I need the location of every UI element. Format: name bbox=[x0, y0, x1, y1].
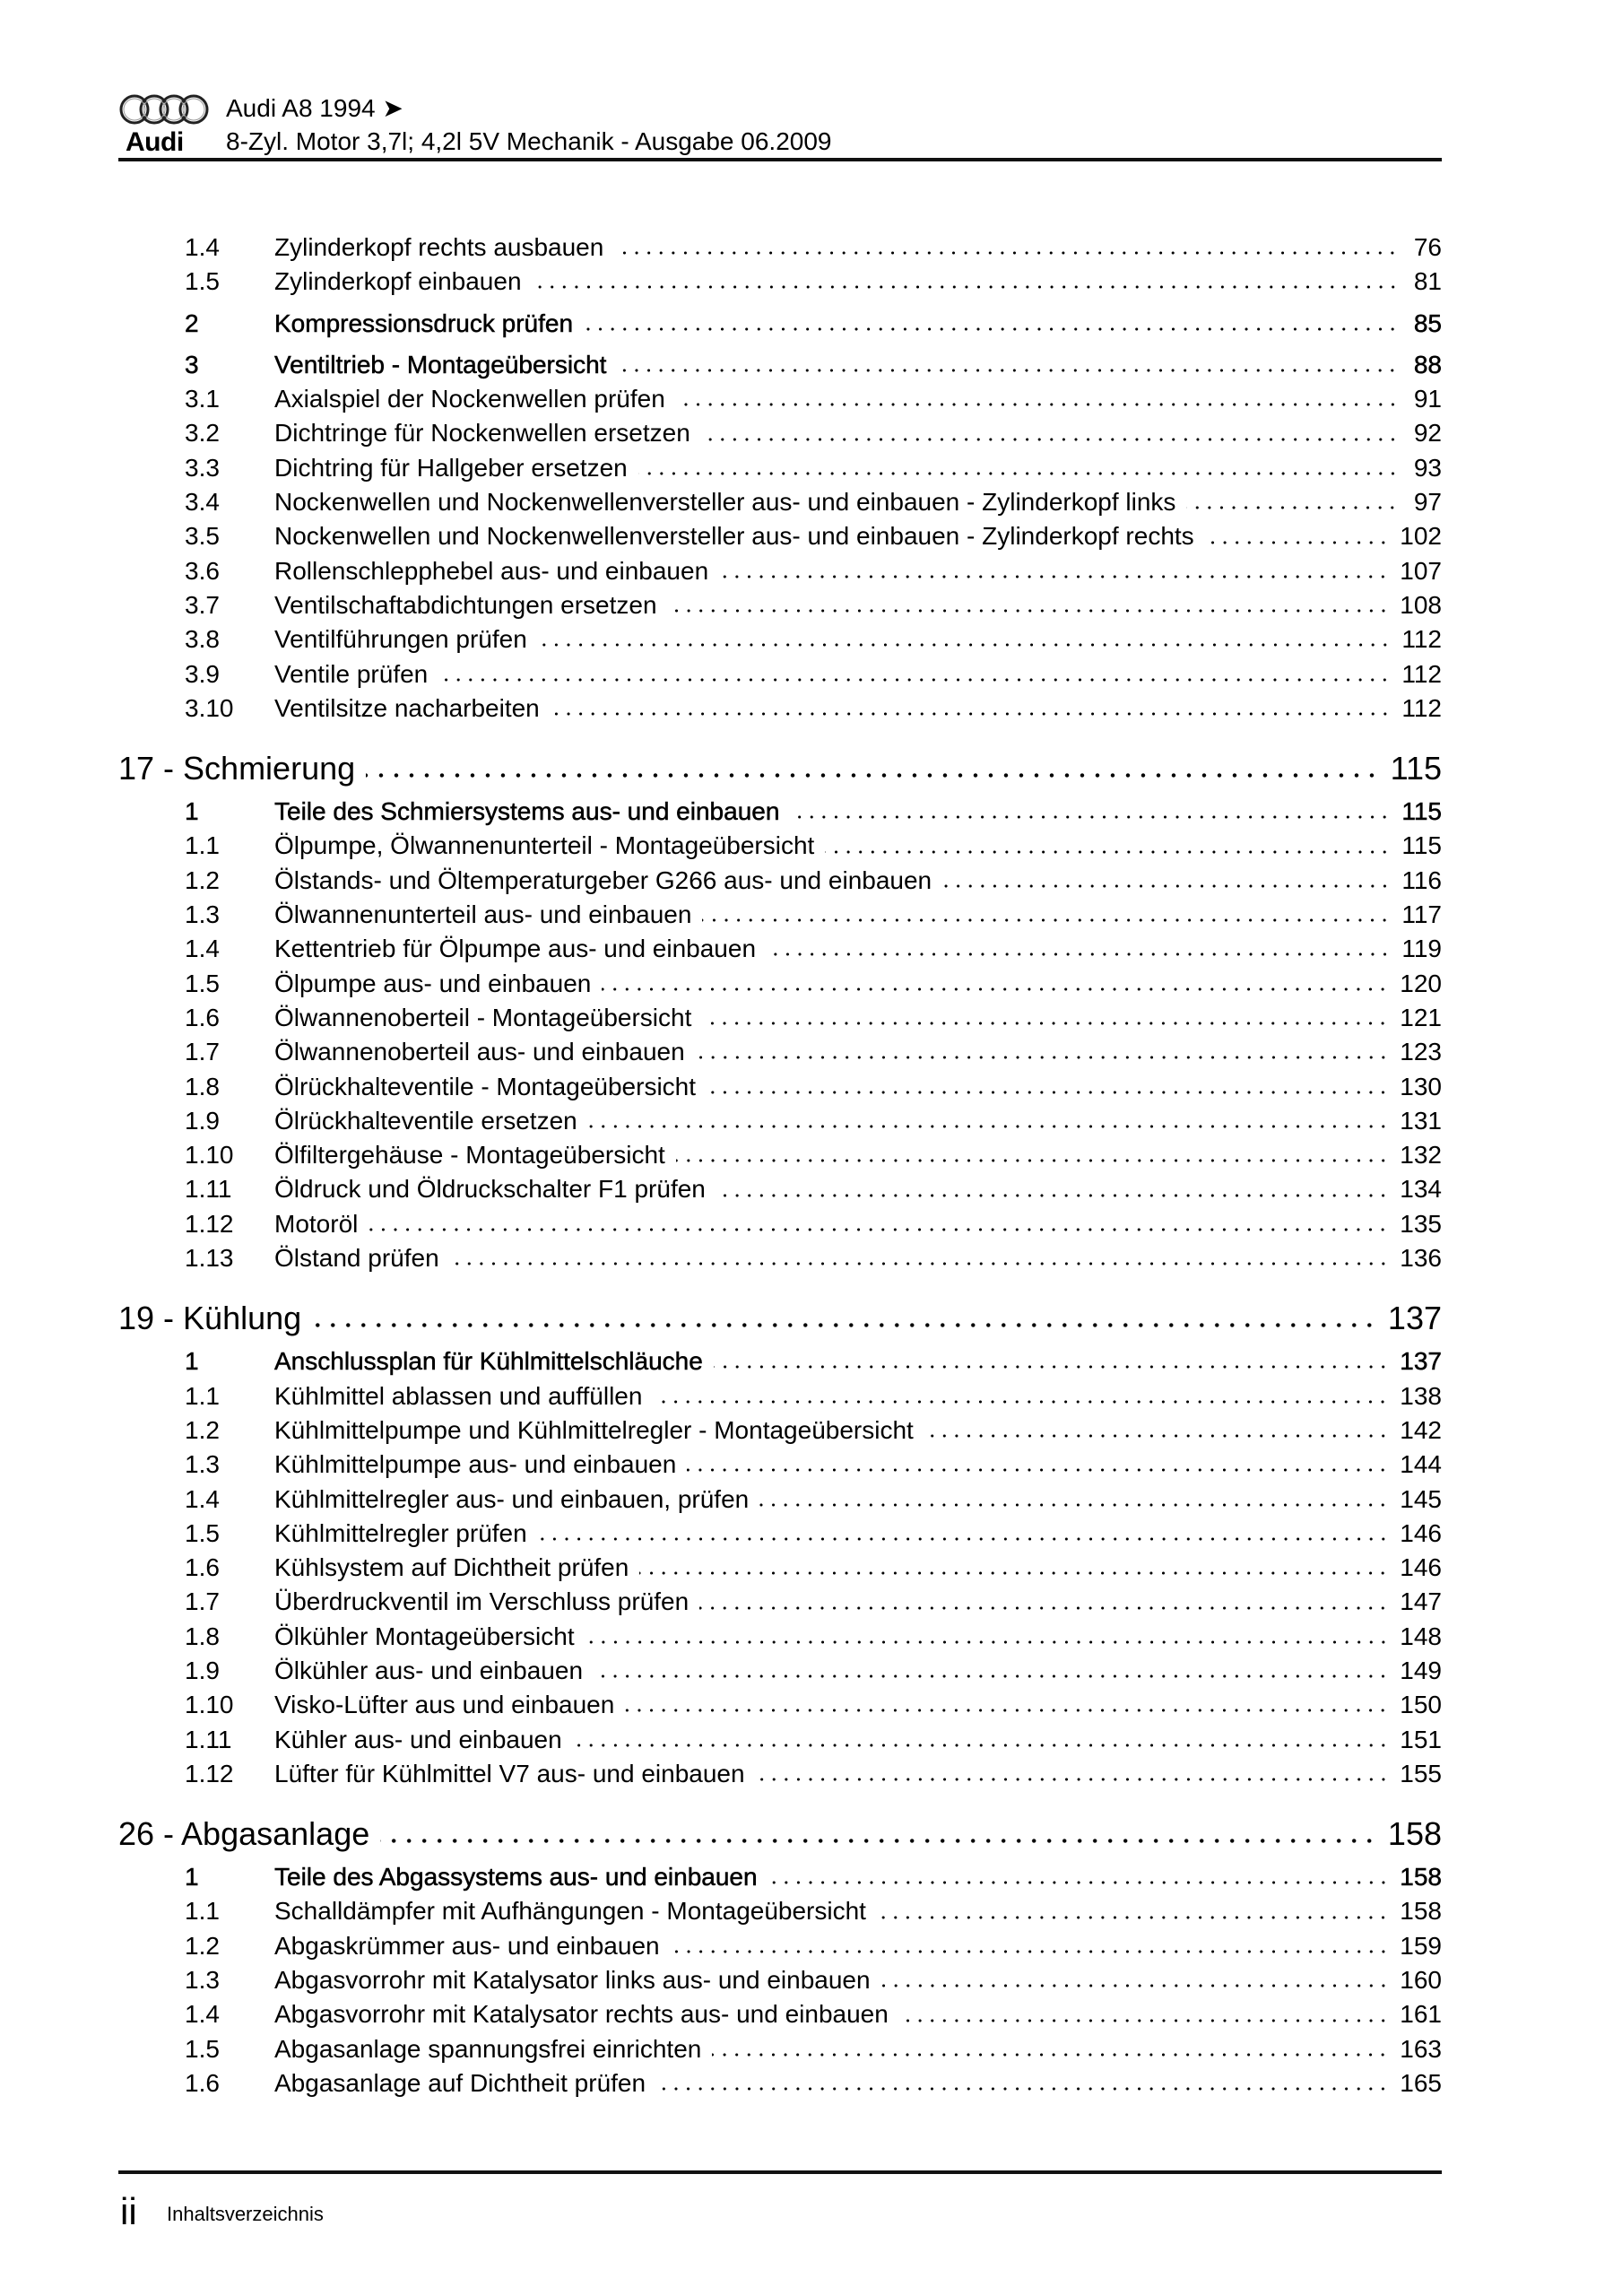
toc-entry-title: Abgasvorrohr mit Katalysator links aus- und einbauen bbox=[274, 1966, 871, 1995]
toc-entry-page: 146 bbox=[1400, 1518, 1442, 1547]
toc-entry[interactable] bbox=[118, 1894, 1442, 1928]
toc-entry[interactable] bbox=[118, 1929, 1442, 1963]
toc-entry[interactable] bbox=[118, 1379, 1442, 1413]
page-number: ii bbox=[120, 2190, 137, 2232]
dot-leader bbox=[625, 1709, 1389, 1712]
toc-entry-page: 112 bbox=[1401, 625, 1442, 654]
toc-entry-page: 160 bbox=[1400, 1966, 1442, 1995]
toc-entry[interactable] bbox=[118, 1483, 1442, 1517]
toc-entry-page: 88 bbox=[1413, 350, 1442, 378]
toc-entry-number: 3.6 bbox=[185, 556, 220, 585]
toc-entry-title: Dichtring für Hallgeber ersetzen bbox=[274, 453, 628, 482]
dot-leader bbox=[312, 1323, 1377, 1327]
toc-entry-title: Rollenschlepphebel aus- und einbauen bbox=[274, 556, 709, 585]
toc-entry-number: 1 bbox=[185, 1347, 199, 1376]
toc-entry-title: Kühlmittelregler prüfen bbox=[274, 1518, 527, 1547]
dot-leader bbox=[1186, 506, 1399, 509]
dot-leader bbox=[687, 1468, 1389, 1472]
footer-divider bbox=[118, 2170, 1442, 2174]
toc-entry-title: Abgasanlage spannungsfrei einrichten bbox=[274, 2034, 702, 2063]
toc-entry-page: 115 bbox=[1401, 831, 1442, 860]
toc-entry-title: Ventiltrieb - Montageübersicht bbox=[274, 350, 607, 378]
toc-entry[interactable] bbox=[118, 864, 1442, 898]
toc-entry-page: 115 bbox=[1401, 797, 1442, 826]
toc-entry-page: 115 bbox=[1390, 750, 1442, 787]
dot-leader bbox=[588, 1125, 1390, 1128]
toc-entry-number: 3.4 bbox=[185, 488, 220, 517]
toc-entry-page: 134 bbox=[1400, 1175, 1442, 1204]
audi-rings-logo bbox=[118, 93, 212, 130]
toc-entry-number: 3.5 bbox=[185, 522, 220, 551]
dot-leader bbox=[699, 1606, 1389, 1610]
toc-entry-title: Ventile prüfen bbox=[274, 659, 429, 688]
toc-entry-number: 3 bbox=[185, 350, 199, 378]
toc-entry-title: Axialspiel der Nockenwellen prüfen bbox=[274, 385, 665, 413]
toc-entry-number: 1.8 bbox=[185, 1622, 220, 1650]
dot-leader bbox=[584, 327, 1399, 331]
toc-entry-page: 163 bbox=[1400, 2034, 1442, 2063]
toc-entry[interactable] bbox=[118, 588, 1442, 622]
toc-entry-page: 112 bbox=[1401, 693, 1442, 722]
toc-entry-page: 155 bbox=[1400, 1759, 1442, 1787]
dot-leader bbox=[719, 575, 1389, 578]
toc-entry-number: 1.4 bbox=[185, 1484, 220, 1513]
toc-entry-page: 93 bbox=[1413, 453, 1442, 482]
toc-entry-number: 1.7 bbox=[185, 1038, 220, 1066]
dot-leader bbox=[639, 1571, 1389, 1575]
toc-entry-page: 81 bbox=[1413, 267, 1442, 296]
toc-entry-number: 1.5 bbox=[185, 969, 220, 997]
toc-entry[interactable] bbox=[118, 554, 1442, 588]
toc-entry-title: Ölpumpe aus- und einbauen bbox=[274, 969, 592, 997]
dot-leader bbox=[756, 1778, 1390, 1781]
dot-leader bbox=[714, 1365, 1389, 1369]
dot-leader bbox=[1205, 541, 1390, 544]
toc-entry-page: 161 bbox=[1400, 2000, 1442, 2029]
toc-entry-number: 1.1 bbox=[185, 831, 220, 860]
toc-entry-title: Überdruckventil im Verschluss prüfen bbox=[274, 1587, 690, 1616]
table-of-contents bbox=[118, 230, 1442, 2100]
toc-entry-number: 1.3 bbox=[185, 1966, 220, 1995]
toc-entry-page: 76 bbox=[1413, 233, 1442, 261]
toc-entry[interactable] bbox=[118, 1035, 1442, 1069]
toc-entry-title: Ölkühler Montageübersicht bbox=[274, 1622, 575, 1650]
toc-entry-title: Kettentrieb für Ölpumpe aus- und einbauen bbox=[274, 935, 757, 963]
dot-leader bbox=[702, 1022, 1389, 1025]
toc-entry-page: 136 bbox=[1400, 1244, 1442, 1273]
dot-leader bbox=[617, 369, 1399, 372]
toc-entry-number: 3.2 bbox=[185, 419, 220, 448]
document-model: Audi A8 1994 ➤ bbox=[226, 94, 403, 122]
toc-entry-title: Ölwannenoberteil aus- und einbauen bbox=[274, 1038, 685, 1066]
dot-leader bbox=[366, 773, 1379, 778]
toc-entry-page: 150 bbox=[1400, 1691, 1442, 1719]
dot-leader bbox=[701, 438, 1399, 441]
toc-entry[interactable] bbox=[118, 932, 1442, 966]
toc-entry[interactable] bbox=[118, 795, 1442, 829]
toc-entry-page: 91 bbox=[1413, 385, 1442, 413]
dot-leader bbox=[551, 712, 1392, 716]
dot-leader bbox=[671, 1950, 1390, 1953]
dot-leader bbox=[614, 251, 1399, 255]
toc-entry-page: 138 bbox=[1400, 1381, 1442, 1410]
dot-leader bbox=[638, 472, 1399, 475]
toc-entry-title: Kühlmittelregler aus- und einbauen, prüfen bbox=[274, 1484, 750, 1513]
toc-entry-page: 130 bbox=[1400, 1072, 1442, 1100]
dot-leader bbox=[369, 1228, 1389, 1231]
toc-entry-title: Abgaskrümmer aus- und einbauen bbox=[274, 1931, 660, 1960]
toc-entry-number: 1.4 bbox=[185, 935, 220, 963]
toc-entry[interactable] bbox=[118, 1860, 1442, 1894]
toc-entry-number: 1.10 bbox=[185, 1141, 234, 1170]
dot-leader bbox=[924, 1434, 1389, 1438]
toc-entry-number: 3.8 bbox=[185, 625, 220, 654]
toc-entry-title: Ölkühler aus- und einbauen bbox=[274, 1656, 584, 1684]
toc-entry-number: 1.3 bbox=[185, 900, 220, 929]
toc-entry-number: 3.3 bbox=[185, 453, 220, 482]
toc-entry[interactable] bbox=[118, 1963, 1442, 1997]
toc-entry-title: Zylinderkopf einbauen bbox=[274, 267, 522, 296]
dot-leader bbox=[759, 1503, 1389, 1507]
toc-entry[interactable] bbox=[118, 1207, 1442, 1241]
toc-entry-number: 1.6 bbox=[185, 1553, 220, 1582]
toc-entry-number: 2 bbox=[185, 309, 199, 337]
toc-entry-title: 19 - Kühlung bbox=[118, 1300, 302, 1337]
dot-leader bbox=[825, 850, 1391, 854]
toc-entry-page: 146 bbox=[1400, 1553, 1442, 1582]
toc-entry-page: 108 bbox=[1400, 590, 1442, 619]
toc-entry-title: Ölwannenunterteil aus- und einbauen bbox=[274, 900, 692, 929]
toc-entry[interactable] bbox=[118, 1757, 1442, 1791]
toc-entry-page: 132 bbox=[1400, 1141, 1442, 1170]
toc-entry-title: Ventilführungen prüfen bbox=[274, 625, 527, 654]
toc-entry[interactable] bbox=[118, 1654, 1442, 1688]
toc-entry-title: Kühlmittelpumpe und Kühlmittelregler - Montageübersicht bbox=[274, 1415, 914, 1444]
toc-entry-number: 1.12 bbox=[185, 1759, 234, 1787]
footer-section-label: Inhaltsverzeichnis bbox=[167, 2203, 324, 2225]
toc-entry-number: 3.9 bbox=[185, 659, 220, 688]
toc-entry-number: 1.5 bbox=[185, 267, 220, 296]
dot-leader bbox=[602, 987, 1389, 991]
toc-entry-title: Dichtringe für Nockenwellen ersetzen bbox=[274, 419, 690, 448]
toc-entry[interactable] bbox=[118, 485, 1442, 519]
dot-leader bbox=[653, 1400, 1389, 1404]
toc-entry-number: 1.4 bbox=[185, 2000, 220, 2029]
toc-entry-title: 17 - Schmierung bbox=[118, 750, 356, 787]
toc-entry-number: 1.12 bbox=[185, 1209, 234, 1238]
toc-entry-title: Zylinderkopf rechts ausbauen bbox=[274, 233, 604, 261]
toc-entry-number: 1.1 bbox=[185, 1897, 220, 1926]
toc-entry-number: 1.8 bbox=[185, 1072, 220, 1100]
toc-entry[interactable] bbox=[118, 1241, 1442, 1275]
toc-entry-page: 151 bbox=[1400, 1725, 1442, 1753]
toc-entry-title: Öldruck und Öldruckschalter F1 prüfen bbox=[274, 1175, 706, 1204]
toc-entry-title: Ventilsitze nacharbeiten bbox=[274, 693, 540, 722]
toc-entry-title: Ölfiltergehäuse - Montageübersicht bbox=[274, 1141, 665, 1170]
toc-entry-page: 148 bbox=[1400, 1622, 1442, 1650]
toc-entry[interactable] bbox=[118, 2032, 1442, 2066]
toc-entry[interactable] bbox=[118, 1997, 1442, 2031]
toc-entry[interactable] bbox=[118, 451, 1442, 485]
toc-entry-page: 117 bbox=[1401, 900, 1442, 929]
toc-entry-number: 3.10 bbox=[185, 693, 234, 722]
toc-entry-page: 116 bbox=[1401, 865, 1442, 894]
toc-entry[interactable] bbox=[118, 416, 1442, 450]
dot-leader bbox=[533, 285, 1399, 289]
toc-entry[interactable] bbox=[118, 1070, 1442, 1104]
toc-entry-page: 158 bbox=[1400, 1863, 1442, 1892]
toc-entry-page: 120 bbox=[1400, 969, 1442, 997]
dot-leader bbox=[676, 1159, 1389, 1162]
dot-leader bbox=[712, 2053, 1389, 2057]
toc-entry-number: 1.3 bbox=[185, 1450, 220, 1479]
toc-entry-page: 123 bbox=[1400, 1038, 1442, 1066]
toc-entry[interactable] bbox=[118, 657, 1442, 691]
toc-entry-page: 119 bbox=[1401, 935, 1442, 963]
toc-entry[interactable] bbox=[118, 1688, 1442, 1722]
toc-entry-number: 1.2 bbox=[185, 1931, 220, 1960]
toc-entry-title: Ölstands- und Öltemperaturgeber G266 aus- und einbauen bbox=[274, 865, 932, 894]
toc-entry-number: 1.2 bbox=[185, 865, 220, 894]
dot-leader bbox=[668, 609, 1390, 613]
toc-entry[interactable] bbox=[118, 1620, 1442, 1654]
toc-entry-title: Ventilschaftabdichtungen ersetzen bbox=[274, 590, 657, 619]
toc-entry-page: 112 bbox=[1401, 659, 1442, 688]
dot-leader bbox=[573, 1744, 1390, 1747]
toc-entry[interactable] bbox=[118, 1344, 1442, 1378]
toc-entry-page: 159 bbox=[1400, 1931, 1442, 1960]
toc-entry-number: 1.7 bbox=[185, 1587, 220, 1616]
dot-leader bbox=[585, 1640, 1390, 1644]
toc-entry-page: 147 bbox=[1400, 1587, 1442, 1616]
toc-entry[interactable] bbox=[118, 1517, 1442, 1551]
toc-entry-title: Ölstand prüfen bbox=[274, 1244, 439, 1273]
dot-leader bbox=[438, 678, 1391, 682]
toc-entry-number: 1 bbox=[185, 1863, 199, 1892]
toc-entry-page: 144 bbox=[1400, 1450, 1442, 1479]
dot-leader bbox=[716, 1194, 1389, 1197]
toc-entry-page: 121 bbox=[1400, 1003, 1442, 1031]
toc-entry-title: Schalldämpfer mit Aufhängungen - Montageübersicht bbox=[274, 1897, 866, 1926]
toc-entry[interactable] bbox=[118, 1138, 1442, 1172]
toc-entry-number: 1.10 bbox=[185, 1691, 234, 1719]
toc-entry[interactable] bbox=[118, 348, 1442, 382]
toc-entry-title: Kühlsystem auf Dichtheit prüfen bbox=[274, 1553, 629, 1582]
toc-entry-title: Nockenwellen und Nockenwellenversteller aus- und einbauen - Zylinderkopf links bbox=[274, 488, 1176, 517]
toc-chapter-heading[interactable] bbox=[118, 747, 1442, 790]
dot-leader bbox=[899, 2019, 1389, 2022]
dot-leader bbox=[538, 1537, 1390, 1541]
dot-leader bbox=[450, 1262, 1390, 1265]
toc-entry[interactable] bbox=[118, 691, 1442, 726]
toc-chapter-heading[interactable] bbox=[118, 1813, 1442, 1856]
toc-entry-number: 1.1 bbox=[185, 1381, 220, 1410]
toc-entry-title: Kompressionsdruck prüfen bbox=[274, 309, 574, 337]
dot-leader bbox=[767, 952, 1391, 956]
toc-entry[interactable] bbox=[118, 2066, 1442, 2100]
toc-entry-page: 107 bbox=[1400, 556, 1442, 585]
toc-entry[interactable] bbox=[118, 519, 1442, 553]
toc-entry-title: Abgasvorrohr mit Katalysator rechts aus- und einbauen bbox=[274, 2000, 889, 2029]
toc-entry-number: 1.11 bbox=[185, 1725, 232, 1753]
dot-leader bbox=[707, 1091, 1389, 1094]
toc-entry-title: Teile des Abgassystems aus- und einbauen bbox=[274, 1863, 758, 1892]
toc-entry-title: 26 - Abgasanlage bbox=[118, 1815, 370, 1853]
toc-entry-page: 97 bbox=[1413, 488, 1442, 517]
toc-entry-page: 92 bbox=[1413, 419, 1442, 448]
toc-entry-page: 135 bbox=[1400, 1209, 1442, 1238]
toc-entry-number: 1.5 bbox=[185, 1518, 220, 1547]
toc-entry-page: 102 bbox=[1400, 522, 1442, 551]
toc-entry-page: 158 bbox=[1387, 1815, 1442, 1853]
toc-entry[interactable] bbox=[118, 1723, 1442, 1757]
toc-entry-number: 1.11 bbox=[185, 1175, 232, 1204]
toc-entry-page: 149 bbox=[1400, 1656, 1442, 1684]
toc-entry-number: 1 bbox=[185, 797, 199, 826]
dot-leader bbox=[877, 1916, 1389, 1919]
toc-entry-title: Ölpumpe, Ölwannenunterteil - Montageübersicht bbox=[274, 831, 815, 860]
audi-wordmark: Audi bbox=[126, 127, 184, 157]
toc-entry-number: 1.13 bbox=[185, 1244, 234, 1273]
toc-entry[interactable] bbox=[118, 622, 1442, 657]
toc-entry[interactable] bbox=[118, 1448, 1442, 1482]
toc-entry-title: Motoröl bbox=[274, 1209, 359, 1238]
dot-leader bbox=[538, 643, 1392, 647]
toc-entry[interactable] bbox=[118, 1413, 1442, 1448]
toc-entry[interactable] bbox=[118, 1104, 1442, 1138]
toc-entry[interactable] bbox=[118, 829, 1442, 863]
toc-entry[interactable] bbox=[118, 382, 1442, 416]
dot-leader bbox=[790, 815, 1391, 819]
dot-leader bbox=[768, 1881, 1390, 1884]
toc-entry-page: 131 bbox=[1400, 1106, 1442, 1135]
toc-entry[interactable] bbox=[118, 967, 1442, 1001]
toc-entry-number: 1.4 bbox=[185, 233, 220, 261]
toc-entry-title: Ölwannenoberteil - Montageübersicht bbox=[274, 1003, 692, 1031]
toc-entry-title: Visko-Lüfter aus und einbauen bbox=[274, 1691, 615, 1719]
toc-entry[interactable] bbox=[118, 307, 1442, 341]
toc-entry-number: 1.6 bbox=[185, 1003, 220, 1031]
dot-leader bbox=[702, 918, 1391, 922]
toc-entry-title: Ölrückhalteventile ersetzen bbox=[274, 1106, 577, 1135]
toc-chapter-heading[interactable] bbox=[118, 1297, 1442, 1340]
toc-entry[interactable] bbox=[118, 1551, 1442, 1585]
dot-leader bbox=[676, 403, 1399, 406]
toc-entry[interactable] bbox=[118, 265, 1442, 299]
dot-leader bbox=[594, 1674, 1389, 1678]
toc-entry[interactable] bbox=[118, 1585, 1442, 1619]
toc-entry-number: 3.7 bbox=[185, 590, 220, 619]
toc-entry[interactable] bbox=[118, 1001, 1442, 1035]
toc-entry-page: 142 bbox=[1400, 1415, 1442, 1444]
toc-entry-title: Anschlussplan für Kühlmittelschläuche bbox=[274, 1347, 703, 1376]
toc-entry[interactable] bbox=[118, 230, 1442, 265]
toc-entry-title: Nockenwellen und Nockenwellenversteller aus- und einbauen - Zylinderkopf rechts bbox=[274, 522, 1194, 551]
toc-entry-number: 1.2 bbox=[185, 1415, 220, 1444]
toc-entry-number: 1.9 bbox=[185, 1106, 220, 1135]
toc-entry-title: Teile des Schmiersystems aus- und einbauen bbox=[274, 797, 780, 826]
document-title: 8-Zyl. Motor 3,7l; 4,2l 5V Mechanik - Ausgabe 06.2009 bbox=[226, 127, 832, 155]
dot-leader bbox=[380, 1839, 1377, 1843]
toc-entry[interactable] bbox=[118, 1172, 1442, 1206]
toc-entry-number: 1.5 bbox=[185, 2034, 220, 2063]
toc-entry-page: 145 bbox=[1400, 1484, 1442, 1513]
toc-entry-page: 165 bbox=[1400, 2068, 1442, 2097]
toc-entry-title: Kühler aus- und einbauen bbox=[274, 1725, 562, 1753]
toc-entry-page: 158 bbox=[1400, 1897, 1442, 1926]
dot-leader bbox=[656, 2087, 1389, 2091]
toc-entry-number: 1.6 bbox=[185, 2068, 220, 2097]
toc-entry-number: 3.1 bbox=[185, 385, 220, 413]
toc-entry-title: Ölrückhalteventile - Montageübersicht bbox=[274, 1072, 697, 1100]
toc-entry-title: Kühlmittel ablassen und auffüllen bbox=[274, 1381, 643, 1410]
toc-entry[interactable] bbox=[118, 898, 1442, 932]
dot-leader bbox=[696, 1056, 1390, 1059]
toc-entry-page: 137 bbox=[1387, 1300, 1442, 1337]
toc-entry-page: 85 bbox=[1413, 309, 1442, 337]
toc-entry-title: Kühlmittelpumpe aus- und einbauen bbox=[274, 1450, 677, 1479]
toc-entry-title: Abgasanlage auf Dichtheit prüfen bbox=[274, 2068, 646, 2097]
dot-leader bbox=[881, 1984, 1390, 1987]
toc-entry-number: 1.9 bbox=[185, 1656, 220, 1684]
toc-entry-title: Lüfter für Kühlmittel V7 aus- und einbauen bbox=[274, 1759, 745, 1787]
header-divider bbox=[118, 158, 1442, 161]
toc-entry-page: 137 bbox=[1400, 1347, 1442, 1376]
dot-leader bbox=[942, 884, 1391, 888]
